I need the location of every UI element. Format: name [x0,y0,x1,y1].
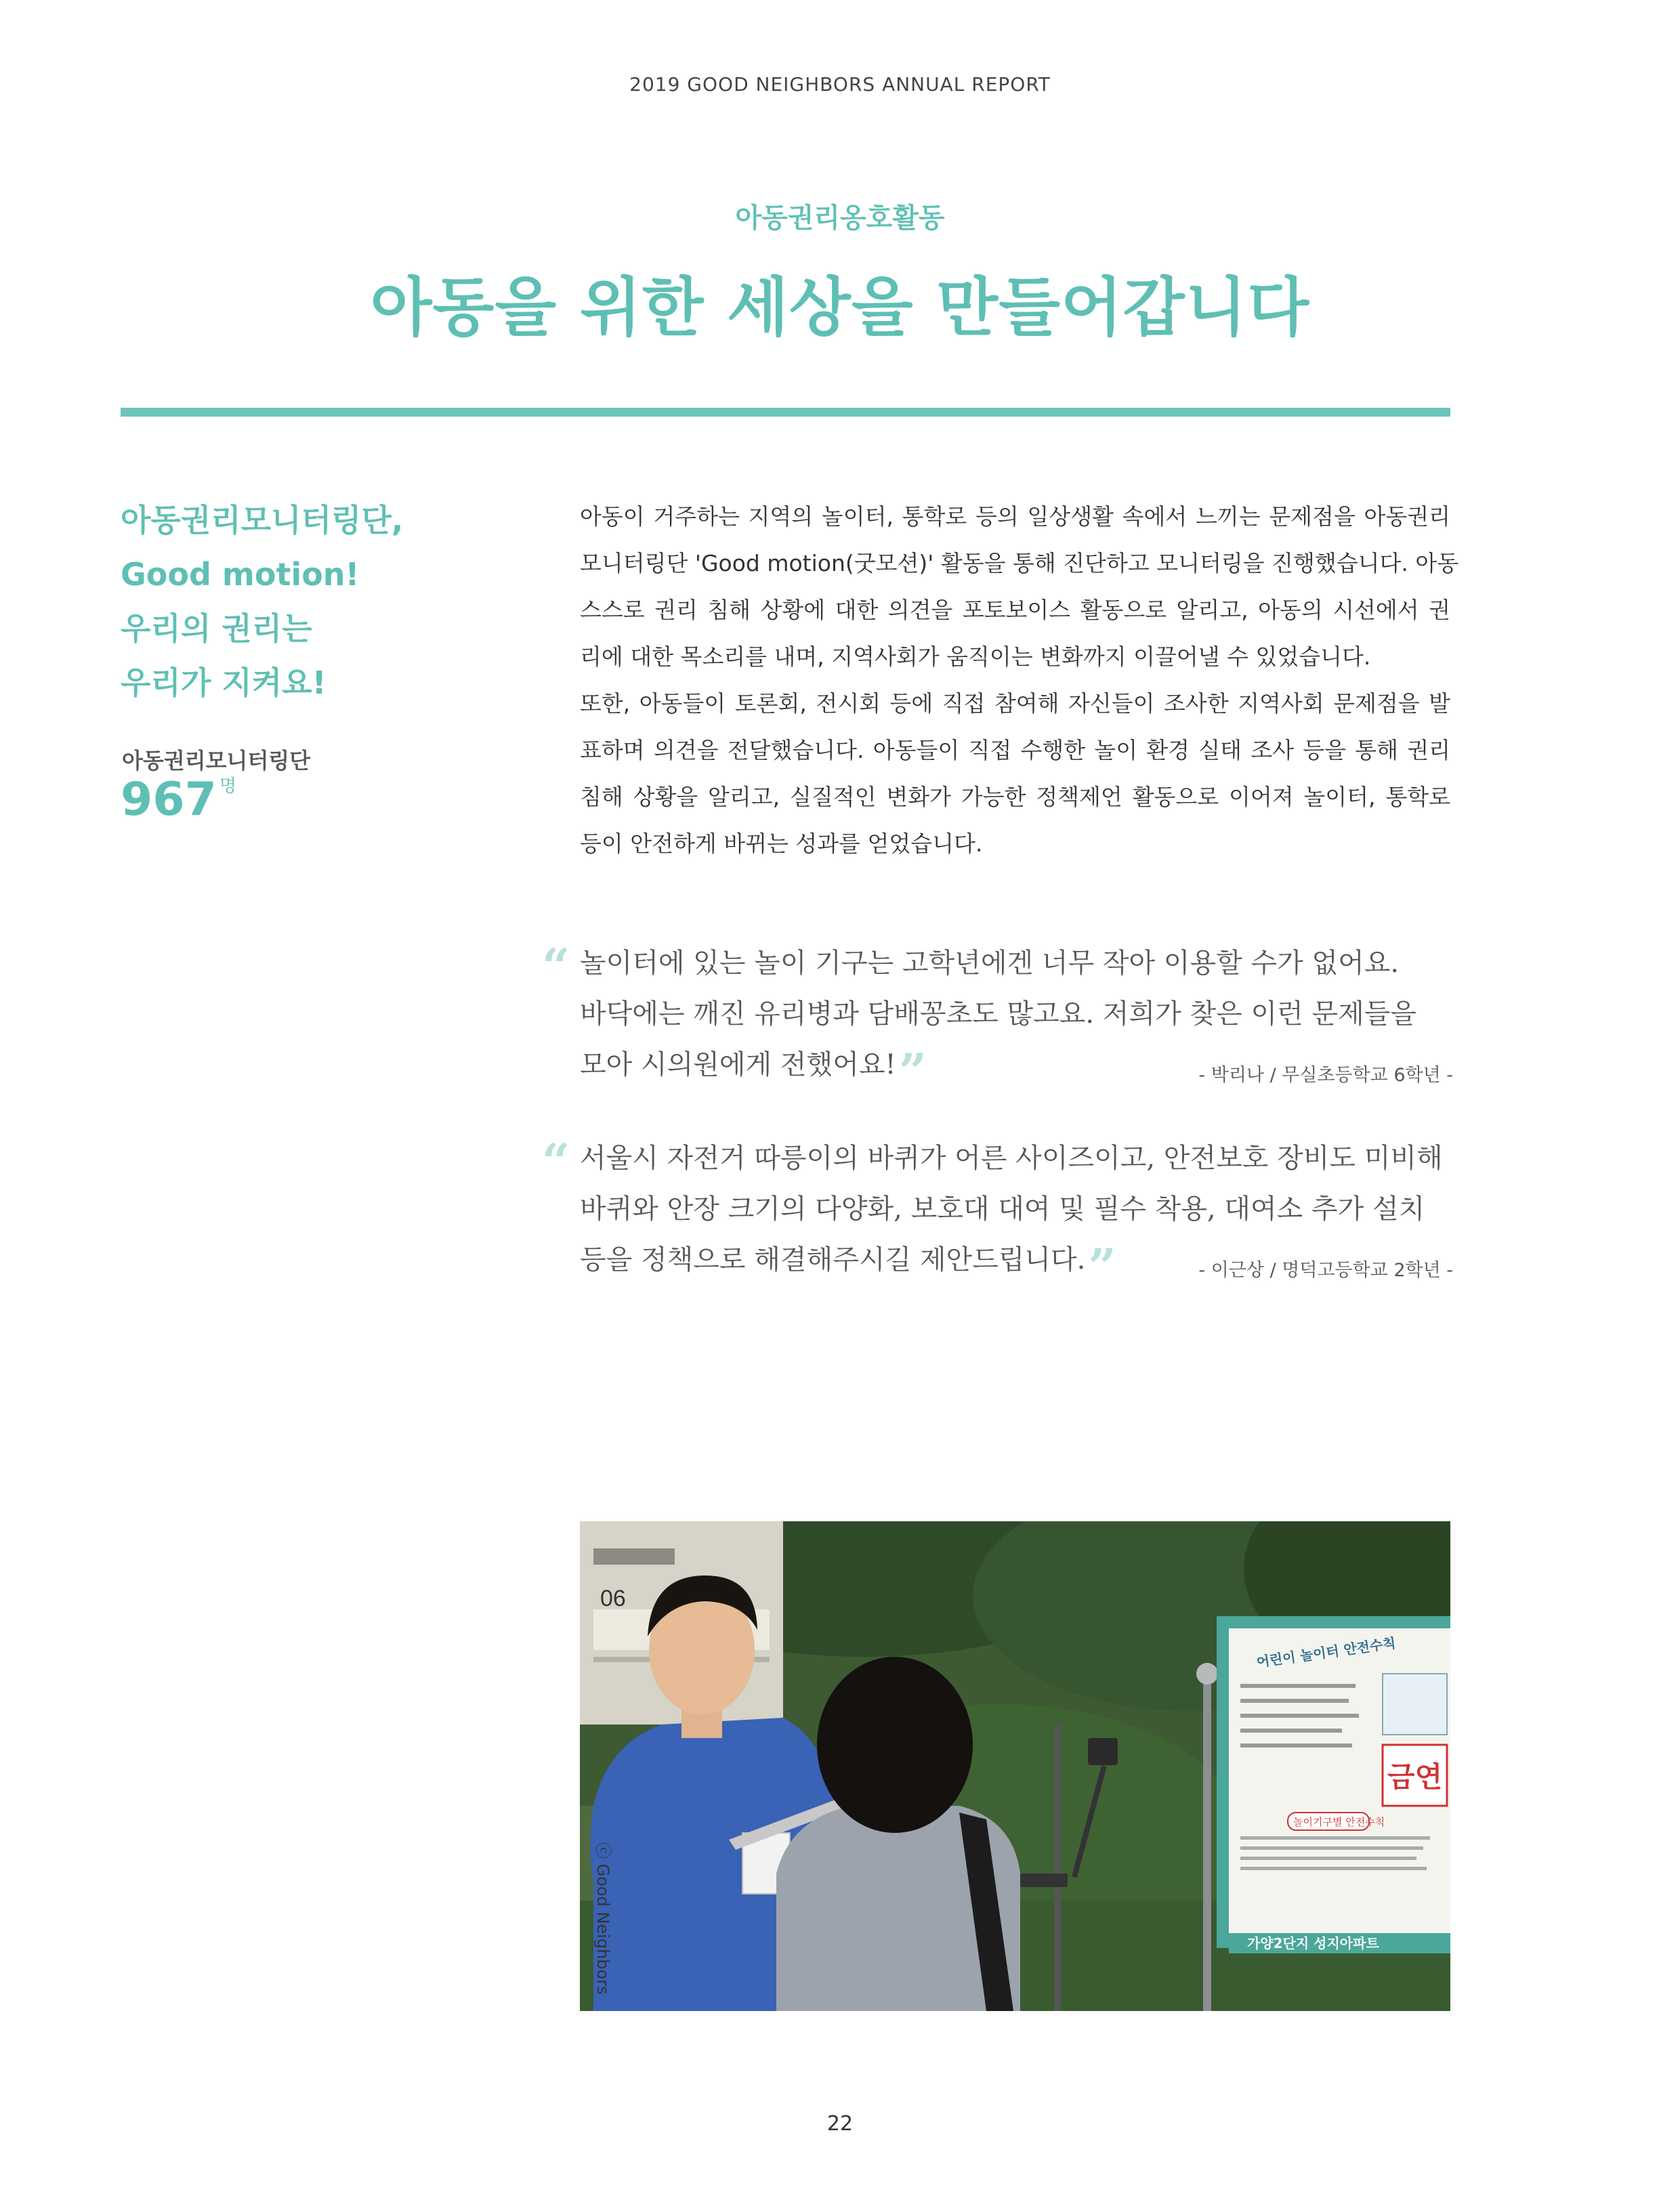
close-quote-icon: ” [1088,1238,1116,1295]
quote-block [542,1133,1453,1295]
quote-attribution: - 박리나 / 무실초등학교 6학년 - [1198,1065,1453,1086]
sign-subtitle: 놀이기구별 안전수칙 [1293,1816,1385,1828]
sign-side-text: 금연 [1387,1760,1443,1794]
quote-line: 바닥에는 깨진 유리병과 담배꽁초도 많고요. 저희가 찾은 이런 문제들을 [580,998,1416,1030]
body-line: 등이 안전하게 바뀌는 성과를 얻었습니다. [580,830,983,857]
photo-credit: ⓒ Good Neighbors [593,1842,612,1995]
body-line: 아동이 거주하는 지역의 놀이터, 통학로 등의 일상생활 속에서 느끼는 문제점을 아동권리 [580,503,1450,530]
running-header: 2019 GOOD NEIGHBORS ANNUAL REPORT [629,73,1051,96]
close-quote-icon: ” [898,1042,927,1100]
sidebar-title [121,493,473,710]
quote-text: 서울시 자전거 따릉이의 바퀴가 어른 사이즈이고, 안전보호 장비도 미비해 [580,1143,1443,1174]
page-headline: 아동을 위한 세상을 만들어갑니다 [370,271,1310,345]
sign-footer: 가양2단지 성지아파트 [1247,1935,1379,1951]
body-line: 리에 대한 목소리를 내며, 지역사회가 움직이는 변화까지 이끌어낼 수 있었습니다. [580,643,1371,670]
sidebar-title-line: 아동권리모니터링단, [121,502,404,538]
body-line: 침해 상황을 알리고, 실질적인 변화가 가능한 정책제언 활동으로 이어져 놀이터, 통학로 [580,784,1450,810]
stat-value [121,772,236,828]
quote-attribution: - 이근상 / 명덕고등학교 2학년 - [1198,1260,1453,1281]
quote-text: 놀이터에 있는 놀이 기구는 고학년에겐 너무 작아 이용할 수가 없어요. [580,948,1400,979]
body-paragraph [580,493,1459,867]
building-number: 06 [600,1586,626,1611]
sidebar-title-line: Good motion! [121,556,360,593]
quote-text: 모아 시의원에게 전했어요! [580,1049,896,1080]
body-line: 모니터링단 'Good motion(굿모션)' 활동을 통해 진단하고 모니터링을 진행했습니다. 아동 [580,550,1459,576]
stat-number: 967 [121,773,217,826]
sidebar-title-line: 우리가 지켜요! [121,664,327,701]
activity-photo [580,1521,1450,2011]
open-quote-icon: “ [542,1133,570,1190]
quote-line [542,937,1453,995]
open-quote-icon: “ [542,937,570,995]
sidebar-title-line: 우리의 권리는 [121,610,312,647]
body-line: 또한, 아동들이 토론회, 전시회 등에 직접 참여해 자신들이 조사한 지역사회 문제점을 발 [580,690,1450,717]
page-number: 22 [826,2112,854,2136]
photo-illustration [580,1521,1450,2011]
quote-line: 바퀴와 안장 크기의 다양화, 보호대 대여 및 필수 착용, 대여소 추가 설치 [580,1193,1425,1225]
stat-unit: 명 [219,776,237,797]
quote-line [542,1133,1453,1190]
quote-block [542,937,1453,1100]
section-label: 아동권리옹호활동 [735,203,945,234]
stat-label: 아동권리모니터링단 [122,748,311,774]
body-line: 표하며 의견을 전달했습니다. 아동들이 직접 수행한 놀이 환경 실태 조사 등을 통해 권리 [580,737,1450,763]
body-line: 스스로 권리 침해 상황에 대한 의견을 포토보이스 활동으로 알리고, 아동의 시선에서 권 [580,597,1450,623]
sign-title: 어린이 놀이터 안전수칙 [1255,1634,1397,1670]
quote-text: 등을 정책으로 해결해주시길 제안드립니다. [580,1244,1086,1275]
divider-rule [121,408,1450,417]
